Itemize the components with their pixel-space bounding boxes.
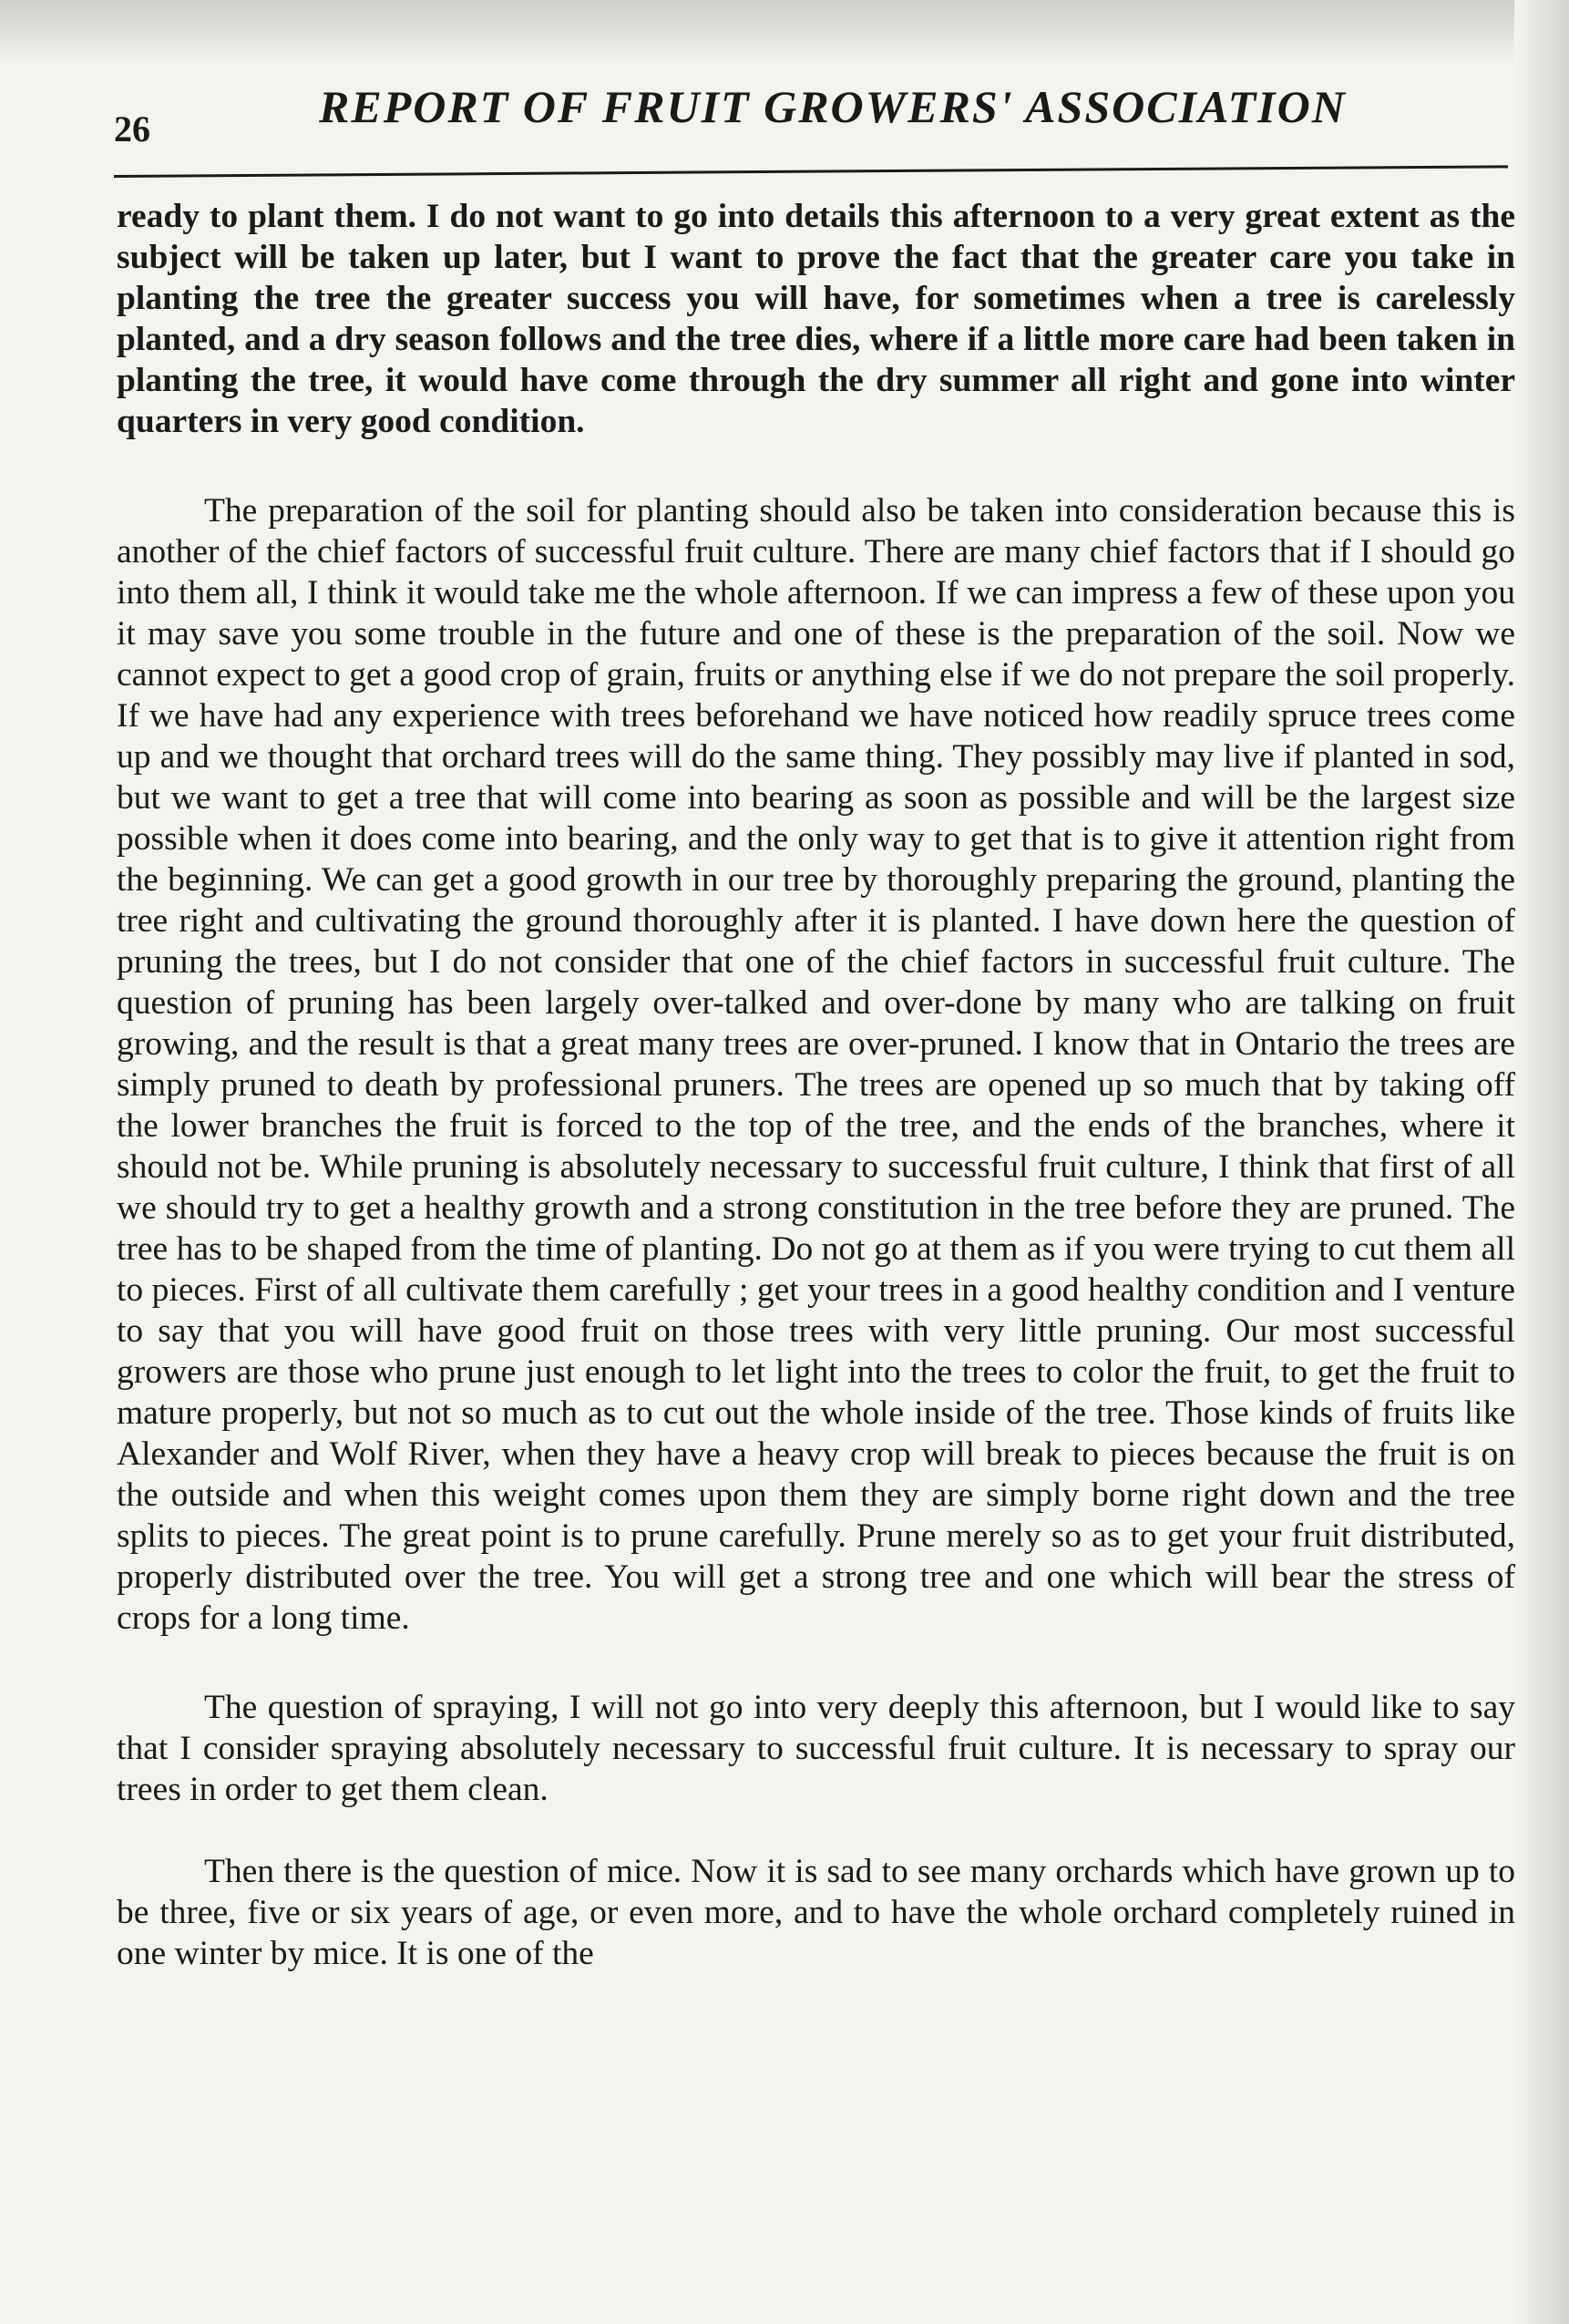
header-rule xyxy=(114,165,1508,178)
paragraph-4: Then there is the question of mice. Now it is sad to see many orchards which have grown up to be three, five or six years of age, or even more, and to have the whole orchard completely ruined in one winter by mice. It is one of the xyxy=(117,1853,1515,1972)
running-head: REPORT OF FRUIT GROWERS' ASSOCIATION xyxy=(319,81,1347,132)
page-header xyxy=(114,80,1508,153)
body-text xyxy=(117,196,1515,1974)
paragraph-3: The question of spraying, I will not go into very deeply this afternoon, but I would like to say that I consider spraying absolutely necessary to successful fruit culture. It is necessary to spray our trees in order to get them clean. xyxy=(117,1689,1515,1808)
scan-shadow-top xyxy=(0,0,1569,64)
page-number: 26 xyxy=(114,108,150,149)
paragraph-2: The preparation of the soil for planting should also be taken into consideration because this is another of the chief factors of successful fruit culture. There are many chief factors that if I should go into them all, I think it would take me the whole afternoon. If we can impress a few of these upon you it may save you some trouble in the future and one of these is the preparation of the soil. Now we cannot expect to get a good crop of grain, fruits or anything else if we do not prepare the soil properly. If we have had any experience with trees beforehand we have noticed how readily spruce trees come up and we thought that orchard trees will do the same thing. They possibly may live if planted in sod, but we want to get a tree that will come into bearing as soon as possible and will be the largest size possible when it does come into bearing, and the only way to get that is to give it attention right from the beginning. We can get a good growth in our tree by thoroughly preparing the ground, planting the tree right and cultivating the ground thoroughly after it is planted. I have down here the question of pruning the trees, but I do not consider that one of the chief factors in successful fruit culture. The question of pruning has been largely over-talked and over-done by many who are talking on fruit growing, and the result is that a great many trees are over-pruned. I know that in Ontario the trees are simply pruned to death by professional pruners. The trees are opened up so much that by taking off the lower branches the fruit is forced to the top of the tree, and the ends of the branches, where it should not be. While pruning is absolutely necessary to successful fruit culture, I think that first of all we should try to get a healthy growth and a strong constitution in the tree before they are pruned. The tree has to be shaped from the time of planting. Do not go at them as if you were trying to cut them all to pieces. First of all cultivate them carefully ; get your trees in a good healthy condition and I venture to say that you will have good fruit on those trees with very little pruning. Our most successful growers are those who prune just enough to let light into the trees to color the fruit, to get the fruit to mature properly, but not so much as to cut out the whole inside of the tree. Those kinds of fruits like Alexander and Wolf River, when they have a heavy crop will break to pieces because the fruit is on the outside and when this weight comes upon them they are simply borne right down and the tree splits to pieces. The great point is to prune carefully. Prune merely so as to get your fruit distributed, properly distributed over the tree. You will get a strong tree and one which will bear the stress of crops for a long time. xyxy=(117,492,1515,1637)
scan-shadow-right xyxy=(1514,0,1569,2324)
paragraph-1: ready to plant them. I do not want to go into details this afternoon to a very great extent as the subject will be taken up later, but I want to prove the fact that the greater care you take in planting the tree the greater success you will have, for sometimes when a tree is carelessly planted, and a dry season follows and the tree dies, where if a little more care had been taken in planting the tree, it would have come through the dry summer all right and gone into winter quarters in very good condition. xyxy=(117,198,1515,440)
